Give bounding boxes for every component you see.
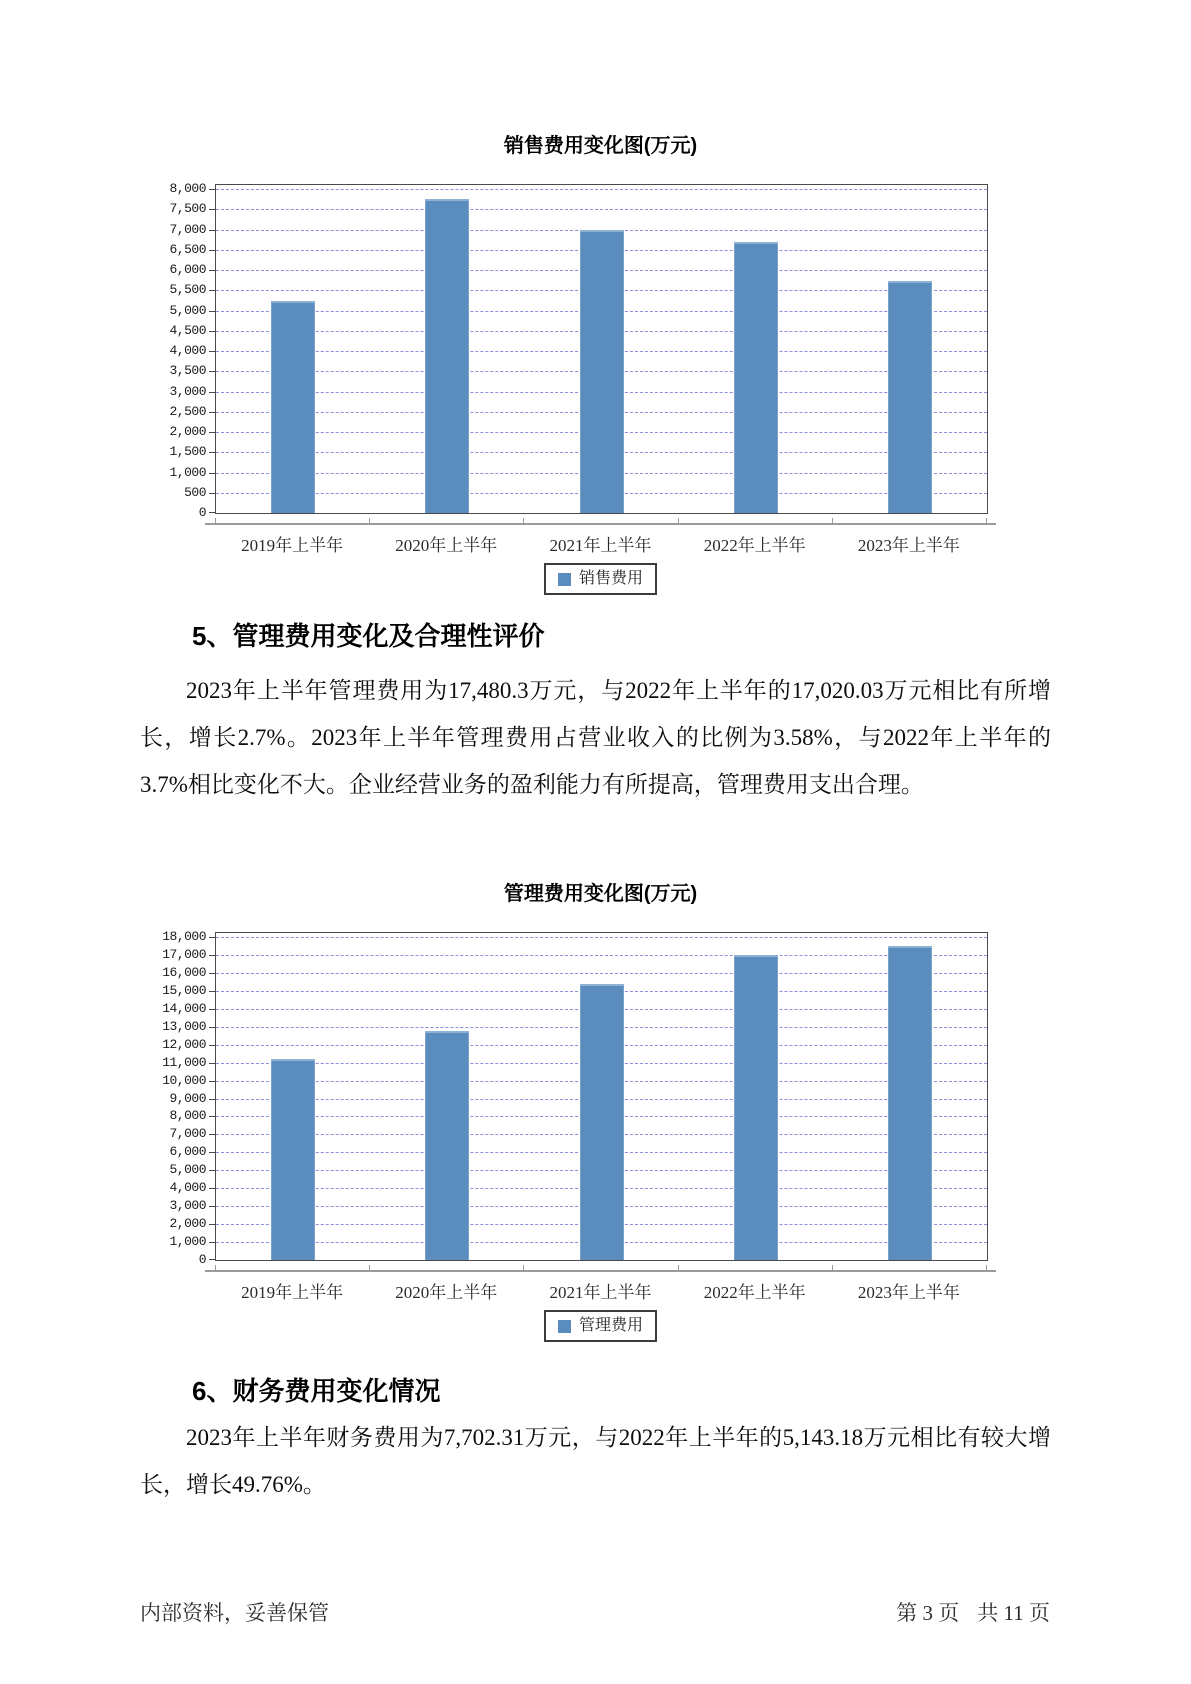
y-tick-label: 7,000 [169, 1126, 206, 1142]
gridline [216, 973, 987, 974]
y-tick-label: 7,500 [169, 201, 206, 217]
bar-2023年上半年 [888, 281, 932, 513]
y-tick-label: 3,000 [169, 383, 206, 399]
y-tick-label: 11,000 [162, 1054, 206, 1070]
y-tick-mark [209, 1009, 216, 1010]
y-tick-mark [209, 473, 216, 474]
y-tick-label: 500 [184, 484, 206, 500]
y-tick-mark [209, 1116, 216, 1117]
footer-note: 内部资料，妥善保管 [140, 1601, 329, 1625]
y-tick-label: 6,500 [169, 241, 206, 257]
y-tick-mark [209, 973, 216, 974]
y-tick-mark [209, 1045, 216, 1046]
legend-label: 销售费用 [578, 570, 643, 587]
y-tick-mark [209, 392, 216, 393]
y-tick-label: 1,500 [169, 444, 206, 460]
y-tick-mark [209, 230, 216, 231]
x-tick-label: 2020年上半年 [395, 1283, 498, 1302]
y-tick-label: 6,000 [169, 262, 206, 277]
x-axis-labels [215, 533, 986, 559]
y-tick-label: 7,000 [169, 221, 206, 237]
gridline [216, 937, 987, 938]
page-number [896, 1598, 1050, 1628]
chart-title: 管理费用变化图(万元) [503, 883, 698, 905]
y-tick-label: 8,000 [169, 1108, 206, 1124]
gridline [216, 189, 987, 190]
y-tick-label: 4,500 [169, 322, 206, 338]
bar-2020年上半年 [425, 199, 469, 513]
y-tick-mark [209, 331, 216, 332]
y-tick-mark [209, 250, 216, 251]
y-tick-mark [209, 371, 216, 372]
y-tick-label: 5,500 [169, 282, 206, 298]
y-tick-label: 4,000 [169, 1180, 206, 1196]
x-tick-mark [678, 1265, 679, 1270]
x-tick-mark [523, 518, 524, 523]
y-tick-mark [209, 270, 216, 271]
section-paragraph-5: 2023年上半年管理费用为17,480.3万元，与2022年上半年的17,020.03万元相比有所增长，增长2.7%。2023年上半年管理费用占营业收入的比例为3.58%，与2022年上半年的3.7%相比变化不大。企业经营业务的盈利能力有所提高，管理费用支出合理。 [140, 678, 1051, 797]
y-tick-mark [209, 290, 216, 291]
x-tick-mark [215, 518, 216, 523]
bar-2021年上半年 [580, 230, 624, 513]
y-tick-label: 10,000 [162, 1072, 206, 1088]
y-tick-label: 6,000 [169, 1144, 206, 1160]
x-tick-label: 2022年上半年 [703, 1283, 806, 1302]
y-tick-label: 2,000 [169, 1216, 206, 1232]
legend-box [544, 563, 657, 595]
x-tick-label: 2021年上半年 [549, 536, 652, 555]
y-tick-mark [209, 955, 216, 956]
y-tick-mark [209, 1170, 216, 1171]
x-axis-line [205, 523, 996, 525]
y-tick-mark [209, 432, 216, 433]
sales-expense-chart [169, 131, 986, 595]
y-tick-mark [209, 1099, 216, 1100]
y-tick-label: 2,000 [169, 424, 206, 439]
x-tick-mark [369, 1265, 370, 1270]
y-tick-label: 0 [198, 505, 206, 520]
y-tick-label: 12,000 [162, 1036, 206, 1052]
x-axis-line [205, 1270, 996, 1272]
y-tick-label: 5,000 [169, 302, 206, 318]
y-tick-mark [209, 512, 216, 513]
x-tick-mark [678, 518, 679, 523]
y-tick-label: 3,500 [169, 363, 206, 379]
y-tick-mark [209, 1188, 216, 1189]
section-heading-6: 6、财务费用变化情况 [192, 1376, 441, 1406]
chart-title: 销售费用变化图(万元) [503, 135, 698, 157]
y-tick-label: 16,000 [162, 964, 206, 980]
page-total: 共 11 页 [977, 1601, 1050, 1625]
y-tick-label: 14,000 [162, 1000, 206, 1016]
section-paragraph-6: 2023年上半年财务费用为7,702.31万元，与2022年上半年的5,143.18万元相比有较大增长，增长49.76%。 [140, 1425, 1051, 1497]
y-tick-label: 18,000 [162, 929, 206, 944]
x-tick-label: 2019年上半年 [241, 1283, 344, 1302]
y-tick-label: 1,000 [169, 464, 206, 480]
x-tick-label: 2020年上半年 [395, 536, 498, 555]
y-tick-mark [209, 493, 216, 494]
legend-swatch-icon [558, 1320, 571, 1333]
x-tick-label: 2023年上半年 [857, 1283, 960, 1302]
y-tick-mark [209, 1206, 216, 1207]
y-tick-mark [209, 189, 216, 190]
y-tick-label: 17,000 [162, 946, 206, 962]
bar-2019年上半年 [271, 301, 315, 513]
y-tick-label: 9,000 [169, 1090, 206, 1106]
legend-label: 管理费用 [578, 1317, 643, 1334]
gridline [216, 209, 987, 210]
y-tick-label: 8,000 [169, 181, 206, 196]
y-tick-label: 5,000 [169, 1162, 206, 1178]
x-tick-mark [832, 518, 833, 523]
gridline [216, 955, 987, 956]
y-tick-label: 0 [198, 1252, 206, 1267]
y-tick-mark [209, 1063, 216, 1064]
x-tick-mark [986, 1265, 987, 1270]
x-tick-label: 2023年上半年 [857, 536, 960, 555]
legend-swatch-icon [558, 573, 571, 586]
x-tick-label: 2022年上半年 [703, 536, 806, 555]
y-tick-label: 13,000 [162, 1018, 206, 1034]
y-tick-mark [209, 1242, 216, 1243]
management-expense-chart [162, 879, 986, 1342]
y-tick-mark [209, 1259, 216, 1260]
y-tick-mark [209, 412, 216, 413]
y-tick-mark [209, 1134, 216, 1135]
y-tick-mark [209, 1027, 216, 1028]
bar-2022年上半年 [734, 242, 778, 513]
y-tick-mark [209, 209, 216, 210]
x-tick-mark [215, 1265, 216, 1270]
x-tick-label: 2021年上半年 [549, 1283, 652, 1302]
y-tick-mark [209, 1152, 216, 1153]
chart-legend [215, 563, 986, 595]
y-tick-mark [209, 991, 216, 992]
y-tick-label: 1,000 [169, 1234, 206, 1250]
y-tick-mark [209, 311, 216, 312]
y-tick-label: 2,500 [169, 403, 206, 419]
chart-plot-area [162, 929, 988, 1267]
y-tick-mark [209, 937, 216, 938]
y-tick-label: 4,000 [169, 343, 206, 358]
y-tick-mark [209, 452, 216, 453]
chart-legend [215, 1310, 986, 1342]
x-tick-mark [523, 1265, 524, 1270]
x-tick-label: 2019年上半年 [241, 536, 344, 555]
section-heading-5: 5、管理费用变化及合理性评价 [192, 621, 545, 651]
page-current: 第 3 页 [896, 1601, 960, 1625]
x-tick-mark [986, 518, 987, 523]
bar-2020年上半年 [425, 1031, 469, 1261]
bar-2019年上半年 [271, 1059, 315, 1260]
y-tick-mark [209, 1224, 216, 1225]
page-footer [140, 1598, 1050, 1628]
bar-2023年上半年 [888, 946, 932, 1260]
bar-2021年上半年 [580, 984, 624, 1260]
legend-box [544, 1310, 657, 1342]
y-tick-mark [209, 1081, 216, 1082]
bar-2022年上半年 [734, 955, 778, 1260]
chart-plot-area [169, 181, 988, 520]
x-tick-mark [369, 518, 370, 523]
y-tick-label: 15,000 [162, 982, 206, 998]
y-tick-mark [209, 351, 216, 352]
x-axis-labels [215, 1280, 986, 1306]
x-tick-mark [832, 1265, 833, 1270]
y-tick-label: 3,000 [169, 1198, 206, 1214]
